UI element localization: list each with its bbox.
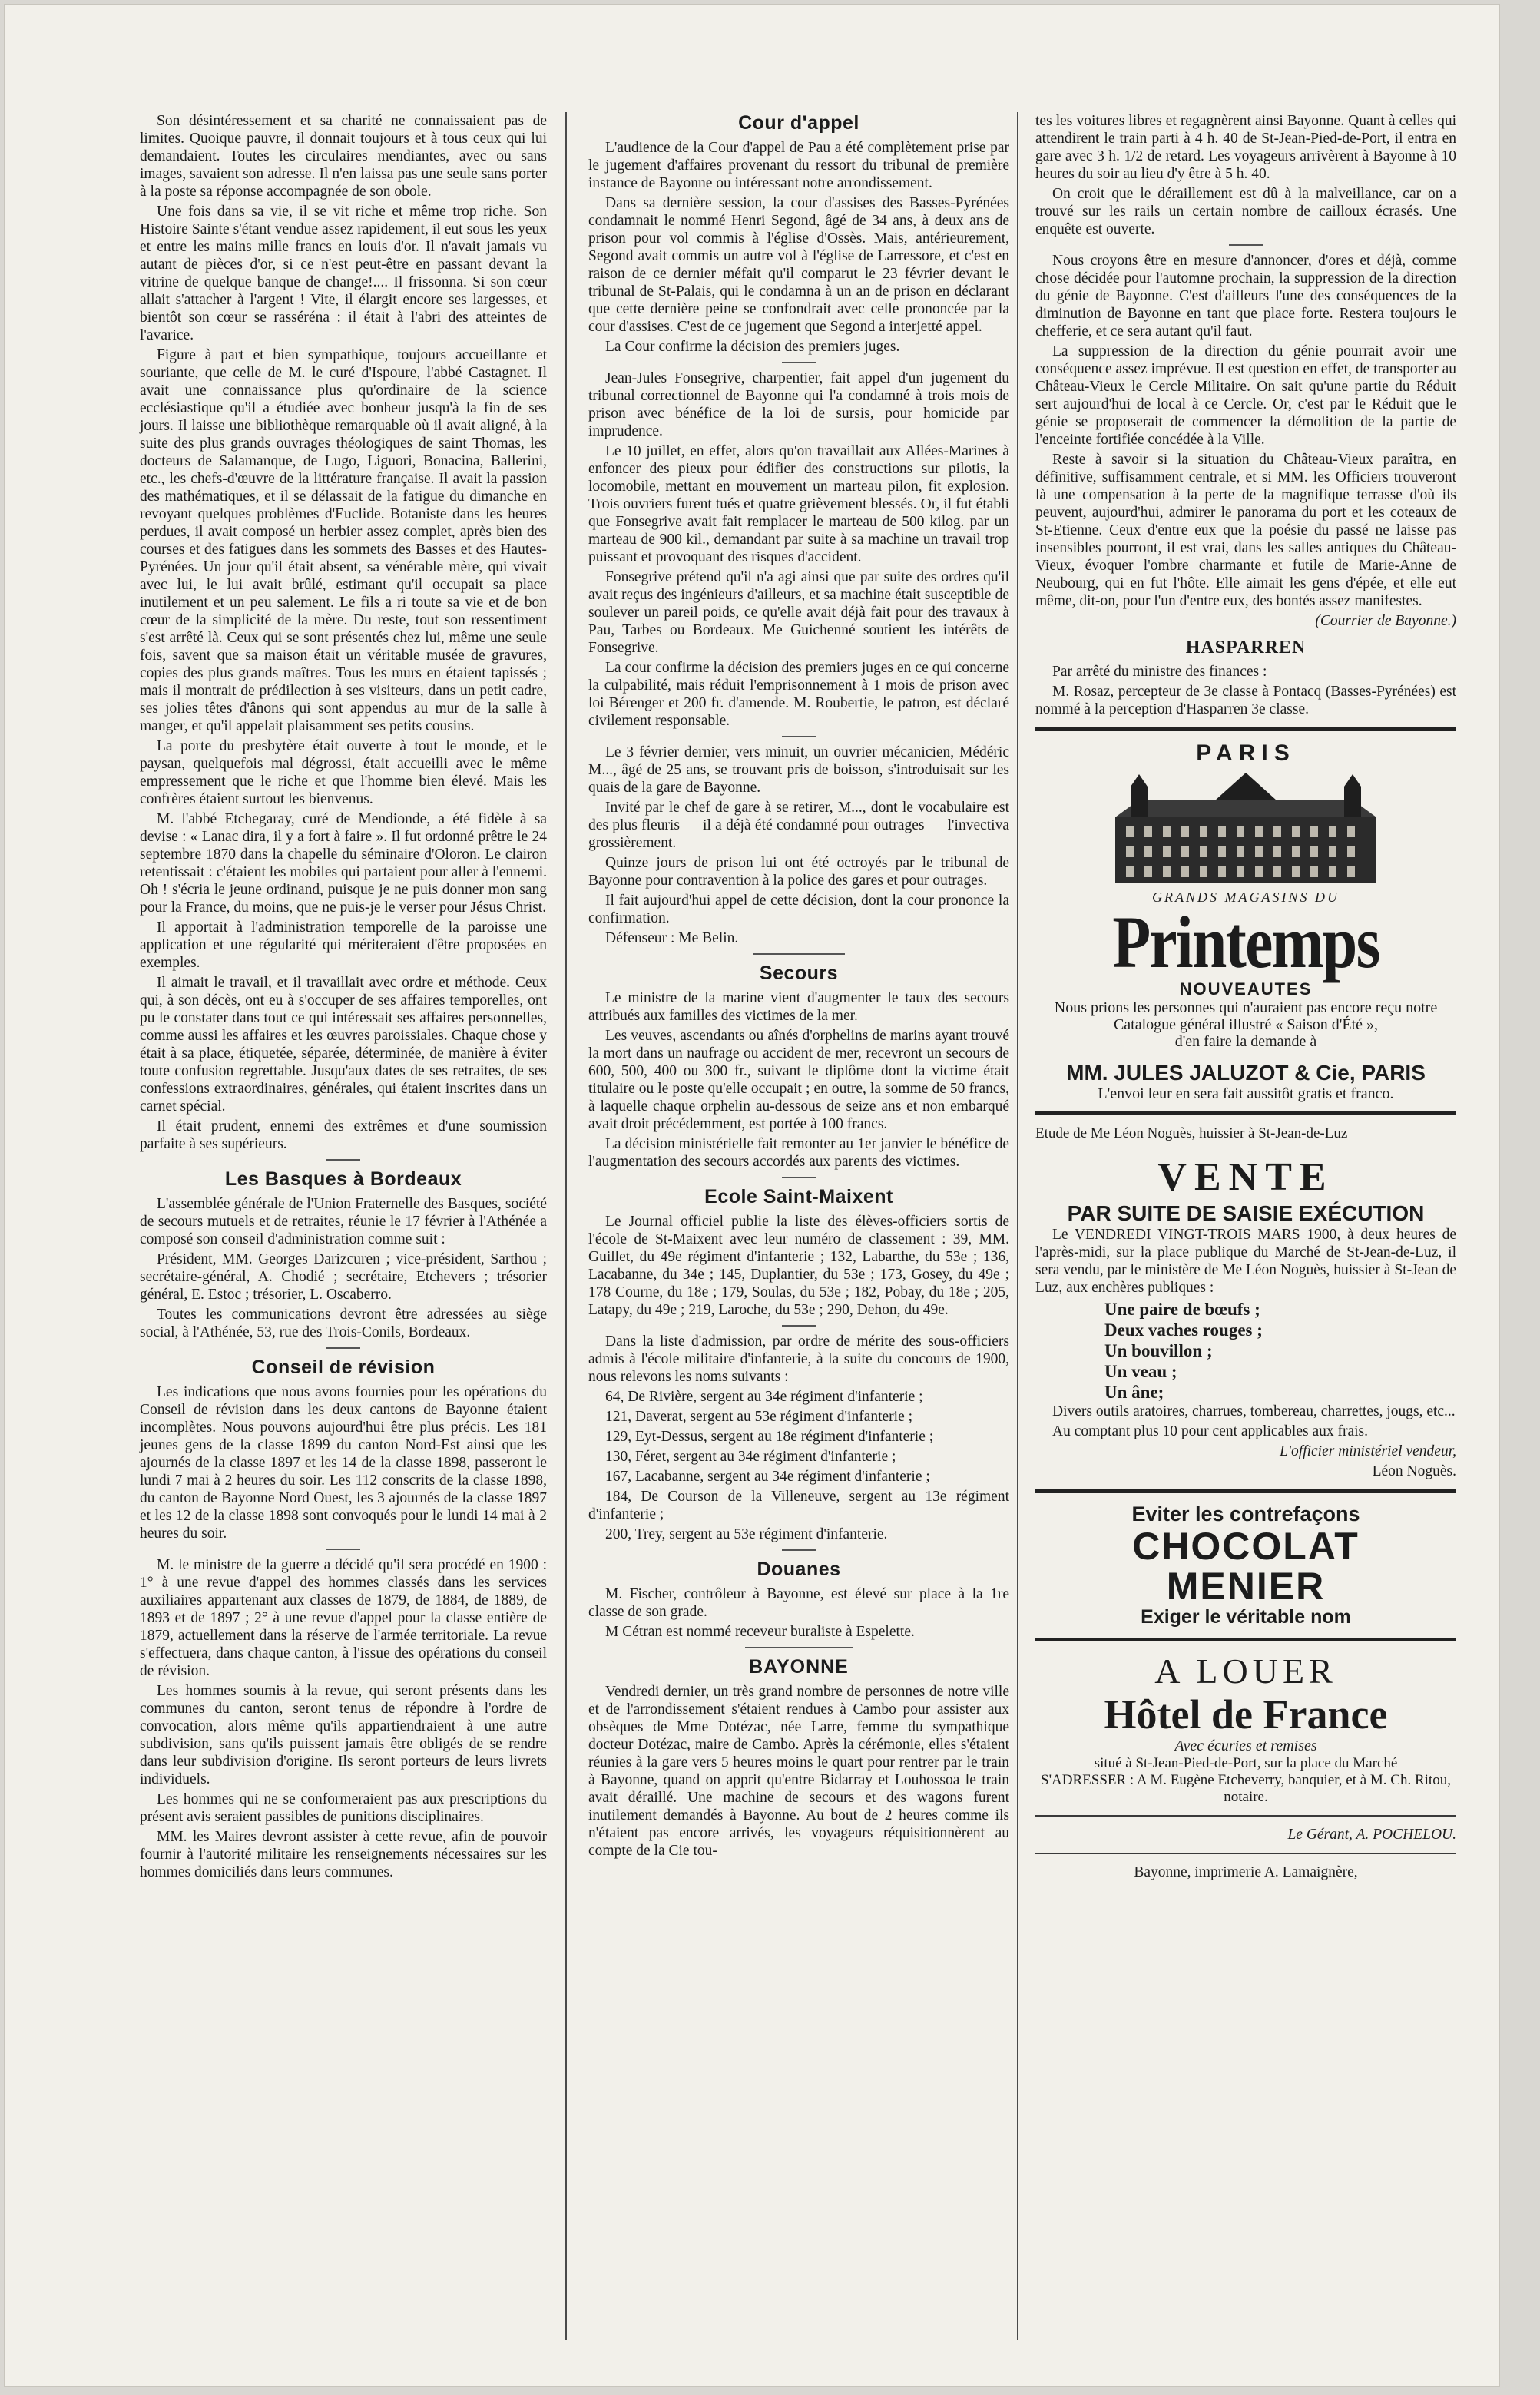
column-rule: [1017, 112, 1018, 2340]
menier-chocolat: CHOCOLAT: [1132, 1525, 1360, 1568]
list-item: Un âne;: [1104, 1383, 1164, 1402]
column-right: [1035, 112, 1456, 1883]
newspaper-page: [5, 5, 1499, 2386]
paragraph: Invité par le chef de gare à se retirer, M..., dont le vocabulaire est des plus fleuris — il a déjà été condamné pour outrages — l'invectiva grossièrement.: [588, 800, 1009, 851]
paragraph: Défenseur : Me Belin.: [605, 930, 739, 946]
list-item: Une paire de bœufs ;: [1104, 1300, 1260, 1319]
paragraph: Président, MM. Georges Darizcuren ; vice-président, Sarthou ; secrétaire-général, A. Chodié ; secrétaire, Etchevers ; trésorier général, E. Estoc ; trésorier, L. Oscaberro.: [140, 1251, 547, 1303]
headline-douanes: Douanes: [757, 1559, 841, 1580]
ad-merchant: MM. JULES JALUZOT & Cie, PARIS: [1066, 1061, 1426, 1085]
ad-separator: [1035, 1489, 1456, 1493]
paragraph: Le 10 juillet, en effet, alors qu'on travaillait aux Allées-Marines à enfoncer des pieux pour édifier des constructions sur pilotis, la locomobile, mettant en mouvement un marteau pilon, fit explosion. Trois ouvriers furent tués et quatre grièvement blessés. Or, il fut établi que Fonsegrive avait fait remplacer le marteau de 500 kilog. par un marteau de 900 kil., demandant par suite à sa machine un travail trop puissant et provoquant des risques d'accident.: [588, 443, 1009, 565]
ad-tagline: NOUVEAUTES: [1179, 979, 1313, 999]
ad-city: PARIS: [1196, 740, 1296, 766]
paragraph: Une fois dans sa vie, il se vit riche et même trop riche. Son Histoire Sainte s'étant vendue assez rapidement, il eut sous les yeux et entre les mains mille francs en louis d'or. Il n'avait jamais vu autant de pièces d'or, si ce n'est peut-être en passant devant la vitrine de quelque banque de change!.... Il frissonna. Si son cœur allait s'attacher à l'argent ! Vite, il élargit encore ses largesses, et bientôt son cœur se rasséréna : il était à l'abri des atteintes de l'avarice.: [140, 204, 547, 343]
divider: [326, 1549, 360, 1550]
paragraph: 129, Eyt-Dessus, sergent au 18e régiment d'infanterie ;: [605, 1429, 934, 1445]
headline-hasparren: HASPARREN: [1185, 638, 1307, 658]
hotel-contact: S'ADRESSER : A M. Eugène Etcheverry, banquier, et à M. Ch. Ritou, notaire.: [1041, 1772, 1451, 1805]
ad-brand-name: Printemps: [1112, 901, 1379, 983]
divider: [1035, 1815, 1456, 1817]
vente-subtitle: PAR SUITE DE SAISIE EXÉCUTION: [1067, 1201, 1425, 1225]
list-item: Un bouvillon ;: [1104, 1341, 1213, 1360]
rental-title: A LOUER: [1154, 1651, 1337, 1691]
paragraph: Le 3 février dernier, vers minuit, un ouvrier mécanicien, Médéric M..., âgé de 25 ans, se trouvant pris de boisson, s'introduisait sur les quais de la gare de Bayonne.: [588, 744, 1009, 796]
headline-ecole: Ecole Saint-Maixent: [704, 1186, 893, 1207]
vente-title: VENTE: [1157, 1155, 1334, 1199]
paragraph: On croit que le déraillement est dû à la malveillance, car on a trouvé sur les rails un certain nombre de cailloux écrasés. Une enquête est ouverte.: [1035, 186, 1456, 237]
paragraph: M. Rosaz, percepteur de 3e classe à Pontacq (Basses-Pyrénées) est nommé à la perception d'Hasparren 3e classe.: [1035, 684, 1456, 717]
divider: [782, 1177, 816, 1178]
menier-brand: MENIER: [1166, 1565, 1326, 1608]
paragraph: M. Fischer, contrôleur à Bayonne, est élevé sur place à la 1re classe de son grade.: [588, 1586, 1009, 1620]
headline-bayonne: BAYONNE: [749, 1656, 849, 1678]
paragraph: Il apportait à l'administration temporelle de la paroisse une application et une régularité qui mériteraient d'être proposées en exemples.: [140, 919, 547, 971]
paragraph: L'audience de la Cour d'appel de Pau a été complètement prise par le jugement d'affaires provenant du ressort du tribunal de première instance de Bayonne ou intéressant notre arrondissement.: [588, 140, 1009, 191]
paragraph: Nous croyons être en mesure d'annoncer, d'ores et déjà, comme chose décidée pour l'automne prochain, la suppression de la direction du génie de Bayonne. C'est d'ailleurs l'une des conséquences de la diminution de Bayonne en tant que place forte. Restera toujours le chefferie, et ce sera autant qu'il faut.: [1035, 253, 1456, 340]
paragraph: La suppression de la direction du génie pourrait avoir une conséquence assez imprévue. Il est question en effet, de transporter au Château-Vieux le Cercle Militaire. On sait qu'une partie du Réduit sert aujourd'hui de local à ce Cercle. Or, c'est par le Réduit que le génie se proposerait de commencer la démolition de la partie de l'enceinte fortifiée concédée à la Ville.: [1035, 343, 1456, 448]
paragraph: Le Journal officiel publie la liste des élèves-officiers sortis de l'école de St-Maixent avec leur numéro de classement : 39, MM. Guillet, du 49e régiment d'infanterie ; 132, Labarthe, du 53e ; 136, Lacabanne, du 34e ; 145, Duplantier, du 53e ; 173, Gosey, du 49e ; 178 Courne, du 18e ; 179, Soulas, du 53e ; 182, Pobay, du 18e ; 205, Latapy, du 49e ; 219, Laroche, du 53e ; 290, Dehon, du 49e.: [588, 1214, 1009, 1318]
paragraph: La porte du presbytère était ouverte à tout le monde, et le paysan, quelquefois mal dégrossi, était accueilli avec le même empressement que le riche et que l'homme bien élevé. Mais les confrères étaient surtout les bienvenus.: [140, 738, 547, 807]
paragraph: 64, De Rivière, sergent au 34e régiment d'infanterie ;: [605, 1389, 923, 1405]
paragraph: Il était prudent, ennemi des extrêmes et d'une soumission parfaite à ses supérieurs.: [140, 1118, 547, 1152]
paragraph: La décision ministérielle fait remonter au 1er janvier le bénéfice de l'augmentation des secours accordés aux parents des victimes.: [588, 1136, 1009, 1170]
paragraph: Les hommes soumis à la revue, qui seront présents dans les communes du canton, seront tenus de répondre à l'ordre de convocation, alors même qu'ils appartiendraient à une autre subdivision, sans qu'ils puissent jamais être obligés de se rendre dans leur subdivision d'origine. Ils seront porteurs de leurs livrets individuels.: [140, 1683, 547, 1787]
printer-line: Bayonne, imprimerie A. Lamaignère,: [1134, 1864, 1358, 1880]
divider: [745, 1647, 853, 1648]
paragraph: Les indications que nous avons fournies pour les opérations du Conseil de révision dans les deux cantons de Bayonne étaient incomplètes. Nous pouvons aujourd'hui être plus précis. Les 181 jeunes gens de la classe 1899 du canton Nord-Est ainsi que les ajournés de la classe 1897 et les 14 de la classe 1898, passeront le lundi 7 mai à 2 heures du soir. Les 112 conscrits de la classe 1898, du canton de Bayonne Nord Ouest, les 3 ajournés de la classe 1897 et les 12 de la classe 1898 sont convoqués pour le lundi 14 mai à 2 heures du soir.: [140, 1384, 547, 1542]
headline-conseil: Conseil de révision: [251, 1357, 436, 1378]
ad-text: Nous prions les personnes qui n'auraient pas encore reçu notre Catalogue général illustré « Saison d'Été »,: [1054, 999, 1438, 1033]
paragraph: Figure à part et bien sympathique, toujours accueillante et souriante, que celle de M. le curé d'Ispoure, l'abbé Castagnet. Il avait une connaissance plus qu'ordinaire de la science ecclésiastique qu'il a étudiée avec bonheur jusqu'à la fin de ses jours. Il laisse une bibliothèque remarquable où il avait aligné, à la suite des plus grands ouvrages théologiques de saint Thomas, les docteurs de Salamanque, de Lugo, Liguori, Bonacina, Ballerini, etc., les chefs-d'œuvre de la littérature française. Il avait la passion des mathématiques, et il se délassait de la fatigue du dimanche en revoyant quelques problèmes d'Euclide. Botaniste dans les heures perdues, il avait composé un herbier assez complet, après bien des courses et des fatigues dans les sommets des Basses et des Hautes-Pyrénées. Un jour qu'il était absent, sa vénérable mère, qui vivait avec lui, le lui avait brûlé, estimant qu'il occupait sa place inutilement et un peu salement. Le fils a ri toute sa vie et de bon cœur de la simplicité de la mère. Du reste, tout son ressentiment s'est arrêté là. Ceux qui se sont présentés chez lui, même une seule fois, savent que sa maison était un véritable musée de gravures, copies des plus grands maîtres. Tous les murs en étaient tapissés ; mais il montrait de prédilection à ses visiteurs, dans un petit cadre, ses jolies têtes d'ânons qui sont appendus au mur de la salle à manger, et qu'il appelait plaisamment ses petits cousins.: [140, 347, 547, 734]
paragraph: M. le ministre de la guerre a décidé qu'il sera procédé en 1900 : 1° à une revue d'appel des hommes classés dans les services auxiliaires appartenant aux classes de 1879, de 1884, de 1889, de 1893 et de 1897 ; 2° à une revue d'appel pour la classe entière de 1879, actuellement dans la réserve de l'armée territoriale. La revue s'effectuera, dans chaque canton, à l'issue des opérations du conseil de révision.: [140, 1557, 547, 1679]
ad-separator: [1035, 1111, 1456, 1115]
paragraph: 130, Féret, sergent au 34e régiment d'infanterie ;: [605, 1449, 896, 1465]
paragraph: Il aimait le travail, et il travaillait avec ordre et méthode. Ceux qui, à son décès, ont eu à s'occuper de ses affaires temporelles, ont pu le constater dans tout ce qui intéressait ses affaires personnelles, comme aussi les affaires et les œuvres paroissiales. Chaque chose y était à sa place, étiquetée, séparée, déterminée, de manière à éviter toute confusion regrettable. Jusqu'aux dates de ses retraites, de ses confessions extraordinaires, générales, qui étaient inscrites dans un carnet spécial.: [140, 975, 547, 1115]
ad-subtitle: GRANDS MAGASINS DU: [1152, 889, 1340, 905]
headline-secours: Secours: [759, 962, 839, 984]
headline-cour: Cour d'appel: [738, 112, 859, 134]
divider: [326, 1347, 360, 1349]
paragraph: La Cour confirme la décision des premiers juges.: [605, 339, 900, 355]
column-middle: [588, 112, 1009, 1862]
paragraph: 121, Daverat, sergent au 53e régiment d'infanterie ;: [605, 1409, 913, 1425]
paragraph: Toutes les communications devront être adressées au siège social, à l'Athénée, 53, rue des Trois-Conils, Bordeaux.: [140, 1307, 547, 1340]
ad-text: L'envoi leur en sera fait aussitôt gratis et franco.: [1098, 1085, 1394, 1102]
etude-header: Etude de Me Léon Noguès, huissier à St-Jean-de-Luz: [1035, 1125, 1348, 1141]
divider: [782, 362, 816, 363]
paragraph: Il fait aujourd'hui appel de cette décision, dont la cour prononce la confirmation.: [588, 893, 1009, 926]
divider: [782, 1325, 816, 1327]
paragraph: Le VENDREDI VINGT-TROIS MARS 1900, à deux heures de l'après-midi, sur la place publique du Marché de St-Jean-de-Luz, il sera vendu, par le ministère de Me Léon Noguès, huissier à St-Jean de Luz, aux enchères publiques :: [1035, 1227, 1456, 1296]
source-credit: (Courrier de Bayonne.): [1315, 613, 1456, 629]
paragraph: La cour confirme la décision des premiers juges en ce qui concerne la culpabilité, mais réduit l'emprisonnement à 1 mois de prison avec loi Bérenger et 200 fr. d'amende. M. Roubertie, le patron, est déclaré civilement responsable.: [588, 660, 1009, 729]
list-item: Un veau ;: [1104, 1362, 1177, 1381]
divider: [1229, 244, 1263, 246]
ad-separator: [1035, 727, 1456, 731]
lot-list: [1104, 1299, 1456, 1403]
signature-line: L'officier ministériel vendeur,: [1279, 1443, 1456, 1459]
hotel-features: Avec écuries et remises: [1174, 1737, 1317, 1754]
paragraph: Reste à savoir si la situation du Château-Vieux paraîtra, en définitive, suffisamment centrale, et si MM. les Officiers trouveront là une compensation à la perte de la magnifique terrasse d'où ils peuvent, aujourd'hui, admirer le panorama du port et les coteaux de St-Etienne. Ceux d'entre eux que la poésie du passé ne laisse pas insensibles pourront, il est vrai, dans les salles antiques du Château-Vieux, évoquer l'ombre charmante et futile de Marie-Anne de Neubourg, qui en fut l'hôte. Elle aimait les gens d'épée, et elle eut même, dit-on, pour l'un d'entre eux, des bontés assez manifestes.: [1035, 452, 1456, 609]
paragraph: 200, Trey, sergent au 53e régiment d'infanterie.: [605, 1526, 888, 1542]
hotel-name: Hôtel de France: [1104, 1691, 1388, 1737]
ad-separator: [1035, 1638, 1456, 1641]
divider: [326, 1159, 360, 1161]
paragraph: Jean-Jules Fonsegrive, charpentier, fait appel d'un jugement du tribunal correctionnel de Bayonne qui l'a condamné à trois mois de prison avec bénéfice de la loi de sursis, pour homicide par imprudence.: [588, 370, 1009, 439]
paragraph: 184, De Courson de la Villeneuve, sergent au 13e régiment d'infanterie ;: [588, 1489, 1009, 1522]
paragraph: Divers outils aratoires, charrues, tombereau, charrettes, jougs, etc...: [1052, 1403, 1456, 1419]
paragraph: Dans sa dernière session, la cour d'assises des Basses-Pyrénées condamnait le nommé Henri Segond, âgé de 34 ans, à deux ans de prison pour vol commis à l'église d'Ossès. Mais, antérieurement, Segond avait commis un autre vol à l'église de Larressore, et c'est en raison de ce dernier méfait qu'il comparut le 23 février devant le tribunal de St-Palais, qui le condamna à un an de prison en déclarant que cette dernière peine se confondrait avec celle prononcée par la cour d'assises. C'est de ce jugement que Segond a interjetté appel.: [588, 195, 1009, 335]
divider: [753, 953, 845, 955]
paragraph: Les veuves, ascendants ou aînés d'orphelins de marins ayant trouvé la mort dans un naufrage ou accident de mer, recevront un secours de 600, 500, 400 ou 300 fr., suivant le diplôme dont la victime était titulaire ou le poste qu'elle occupait ; en outre, la somme de 50 francs, à laquelle chaque orphelin au-dessous de seize ans et non embarqué avait droit précédemment, est portée à 100 francs.: [588, 1028, 1009, 1132]
list-item: Deux vaches rouges ;: [1104, 1320, 1263, 1340]
printemps-ad: [1035, 740, 1456, 1102]
divider: [782, 736, 816, 737]
paragraph: Fonsegrive prétend qu'il n'a agi ainsi que par suite des ordres qu'il avait reçus des ingénieurs d'ailleurs, et sa machine était susceptible de soulever un pareil poids, ce qu'elle avait déjà fait pour des travaux à Pau, Tarbes ou Bordeaux. Me Guichenné soutient les intérêts de Fonsegrive.: [588, 569, 1009, 656]
divider: [782, 1549, 816, 1551]
divider: [1035, 1853, 1456, 1854]
signature-name: Léon Noguès.: [1372, 1463, 1456, 1479]
paragraph: Par arrêté du ministre des finances :: [1052, 664, 1267, 680]
paragraph: Le ministre de la marine vient d'augmenter le taux des secours attribués aux familles des victimes de la mer.: [588, 990, 1009, 1024]
headline-basques: Les Basques à Bordeaux: [224, 1168, 462, 1190]
paragraph: tes les voitures libres et regagnèrent ainsi Bayonne. Quant à celles qui attendirent le train parti à 4 h. 40 de St-Jean-Pied-de-Port, il entra en gare avec 3 h. 1/2 de retard. Les voyageurs arrivèrent à Bayonne à 10 heures du soir au lieu d'y être à 5 h. 40.: [1035, 113, 1456, 182]
hotel-location: situé à St-Jean-Pied-de-Port, sur la place du Marché: [1094, 1755, 1398, 1771]
paragraph: 167, Lacabanne, sergent au 34e régiment d'infanterie ;: [605, 1469, 930, 1485]
column-rule: [565, 112, 567, 2340]
paragraph: Quinze jours de prison lui ont été octroyés par le tribunal de Bayonne pour contravention à la police des gares et pour outrages.: [588, 855, 1009, 889]
paragraph: Dans la liste d'admission, par ordre de mérite des sous-officiers admis à l'école militaire d'infanterie, à la suite du concours de 1900, nous relevons les noms suivants :: [588, 1333, 1009, 1385]
paragraph: Les hommes qui ne se conformeraient pas aux prescriptions du présent avis seraient passibles de punitions disciplinaires.: [140, 1791, 547, 1825]
department-store-illustration: [1108, 771, 1384, 886]
paragraph: Vendredi dernier, un très grand nombre de personnes de notre ville et de l'arrondissement s'étaient rendues à Cambo pour assister aux obsèques de Mme Dotézac, née Larre, femme du sympathique docteur Dotézac, maire de Cambo. Après la cérémonie, elles s'étaient réunies à la gare vers 5 heures moins le quart pour rentrer par le train à Bayonne, quand on apprit qu'entre Bidarray et Louhossoa le train avait déraillé. Une machine de secours et des wagons furent inutilement demandés à Bayonne. Au bout de 2 heures comme ils n'étaient pas encore arrivés, les voyageurs réquisitionnèrent au compte de la Cie tou-: [588, 1684, 1009, 1859]
menier-instruction: Exiger le véritable nom: [1141, 1606, 1351, 1628]
paragraph: M Cétran est nommé receveur buraliste à Espelette.: [605, 1624, 915, 1640]
paragraph: MM. les Maires devront assister à cette revue, afin de pouvoir fournir à l'autorité militaire les renseignements nécessaires sur les hommes domiciliés dans leurs communes.: [140, 1829, 547, 1880]
column-left: [140, 112, 547, 1883]
paragraph: M. l'abbé Etchegaray, curé de Mendionde, a été fidèle à sa devise : « Lanac dira, il y a fort à faire ». Il fut ordonné prêtre le 24 septembre 1870 dans la chapelle du séminaire d'Oloron. Le clairon retentissait : c'étaient les mobiles qui partaient pour aller à l'ennemi. Oh ! s'écria le jeune ordinand, puisque je ne puis donner mon sang pour la France, du moins, que ne puis-je le verser pour Jésus Christ.: [140, 811, 547, 916]
menier-warning: Eviter les contrefaçons: [1131, 1502, 1360, 1525]
paragraph: Son désintéressement et sa charité ne connaissaient pas de limites. Quoique pauvre, il donnait toujours et à tous ceux qui lui demandaient. Toutes les circulaires mendiantes, avec ou sans images, savaient son adresse. Il n'en laissa pas une seule sans porter à la poste sa réponse accompagnée de son obole.: [140, 113, 547, 200]
ad-text: d'en faire la demande à: [1174, 1033, 1317, 1050]
paragraph: Au comptant plus 10 pour cent applicables aux frais.: [1052, 1423, 1369, 1439]
gerant-line: Le Gérant, A. POCHELOU.: [1287, 1827, 1456, 1843]
paragraph: L'assemblée générale de l'Union Fraternelle des Basques, société de secours mutuels et de retraites, réunie le 17 février à l'Athénée a composé son conseil d'administration comme suit :: [140, 1196, 547, 1247]
